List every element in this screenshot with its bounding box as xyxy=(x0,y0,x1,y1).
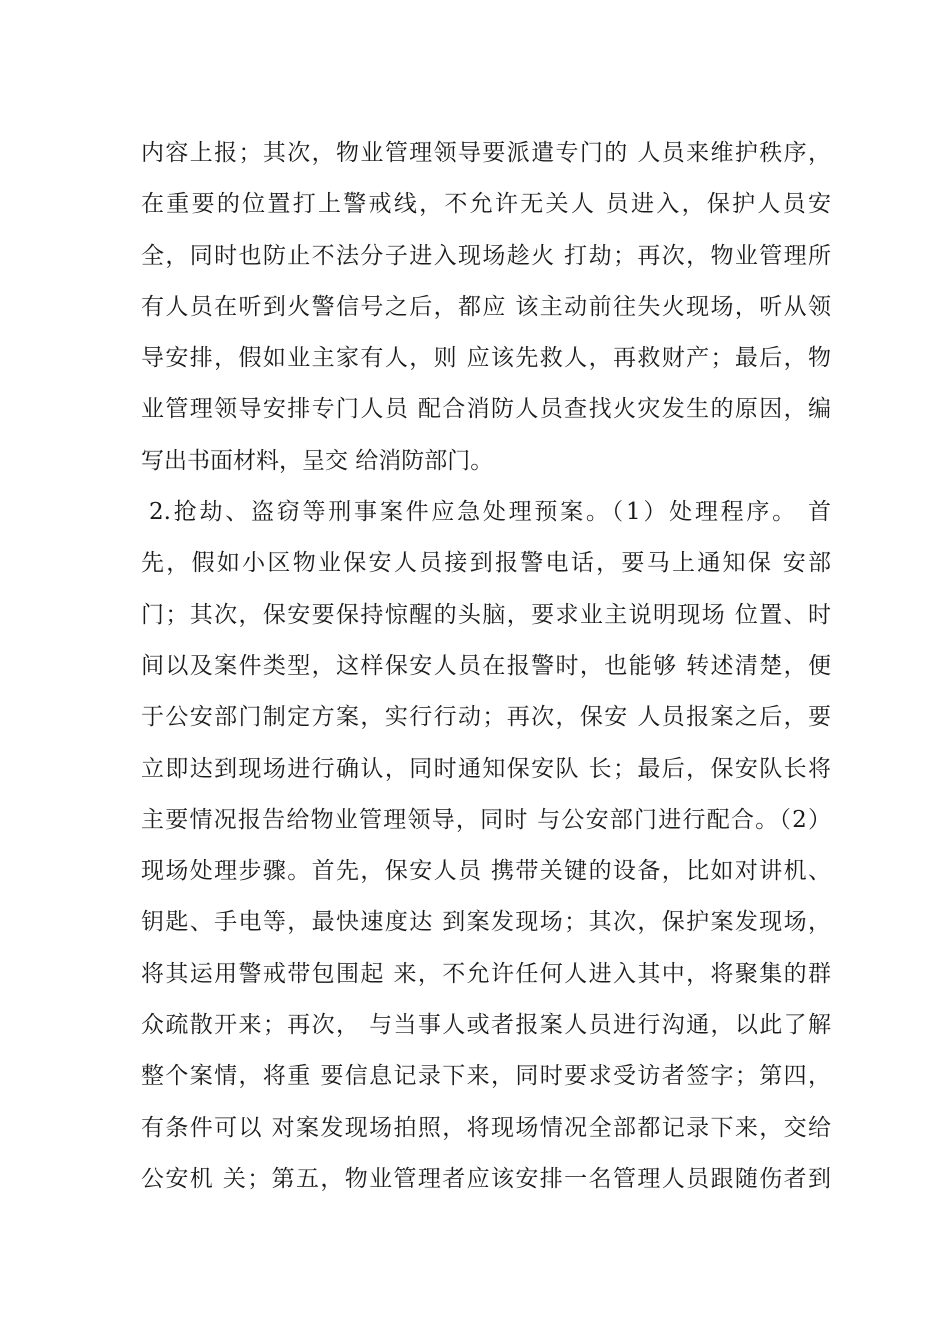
text-line-2: 在重要的位置打上警戒线，不允许无关人 员进入，保护人员安 xyxy=(141,191,831,218)
text-line-7: 写出书面材料，呈交 给消防部门。 xyxy=(141,447,494,474)
text-line-1: 内容上报；其次，物业管理领导要派遣专门的 人员来维护秩序， xyxy=(141,140,831,166)
text-line-4: 有人员在听到火警信号之后，都应 该主动前往失火现场，听从领 xyxy=(141,293,831,320)
text-line-9: 先，假如小区物业保安人员接到报警电话，要马上通知保 安部 xyxy=(141,550,831,577)
text-line-5: 导安排，假如业主家有人，则 应该先救人，再救财产；最后，物 xyxy=(141,345,831,372)
text-line-6: 业管理领导安排专门人员 配合消防人员查找火灾发生的原因，编 xyxy=(141,396,831,423)
text-line-13: 立即达到现场进行确认，同时通知保安队 长；最后，保安队长将 xyxy=(141,755,831,782)
text-line-8: 2.抢劫、盗窃等刑事案件应急处理预案。（1）处理程序。 首 xyxy=(149,499,831,526)
text-line-17: 将其运用警戒带包围起 来，不允许任何人进入其中，将聚集的群 xyxy=(141,960,831,987)
text-line-11: 间以及案件类型，这样保安人员在报警时，也能够 转述清楚，便 xyxy=(141,652,831,679)
text-line-21: 公安机 关；第五，物业管理者应该安排一名管理人员跟随伤者到 xyxy=(141,1165,831,1192)
text-line-19: 整个案情，将重 要信息记录下来，同时要求受访者签字；第四， xyxy=(141,1063,831,1090)
text-line-16: 钥匙、手电等，最快速度达 到案发现场；其次，保护案发现场， xyxy=(141,909,831,936)
text-line-18: 众疏散开来；再次， 与当事人或者报案人员进行沟通，以此了解 xyxy=(141,1012,831,1039)
body-text xyxy=(141,128,831,1205)
text-line-10: 门；其次，保安要保持惊醒的头脑，要求业主说明现场 位置、时 xyxy=(141,601,831,628)
text-line-15: 现场处理步骤。首先，保安人员 携带关键的设备，比如对讲机、 xyxy=(141,858,831,885)
text-line-14: 主要情况报告给物业管理领导，同时 与公安部门进行配合。（2） xyxy=(141,806,831,833)
text-line-3: 全，同时也防止不法分子进入现场趁火 打劫；再次，物业管理所 xyxy=(141,242,831,269)
text-line-20: 有条件可以 对案发现场拍照，将现场情况全部都记录下来，交给 xyxy=(141,1114,831,1141)
text-line-12: 于公安部门制定方案，实行行动；再次，保安 人员报案之后，要 xyxy=(141,704,831,731)
